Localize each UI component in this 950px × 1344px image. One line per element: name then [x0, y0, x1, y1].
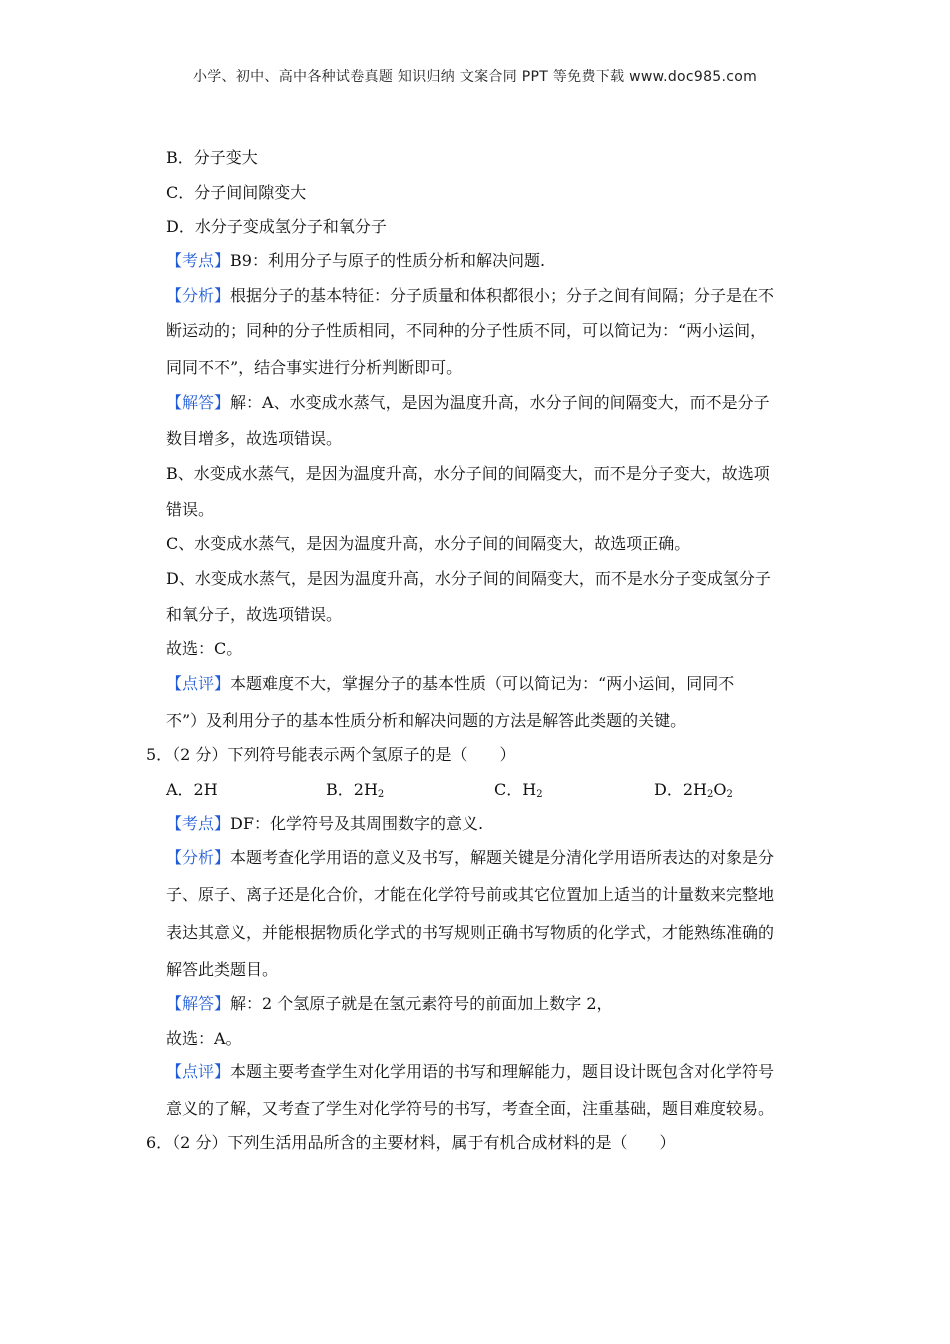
q5-fenxi-line-2: 子、原子、离子还是化合价，才能在化学符号前或其它位置加上适当的计量数来完整地	[166, 885, 775, 904]
jieda-text: 解：A、水变成水蒸气，是因为温度升高，水分子间的间隔变大，而不是分子	[230, 393, 770, 412]
q4-jieda-line-1	[166, 393, 816, 413]
fenxi-tag: 【分析】	[166, 286, 231, 305]
q4-jieda-line-2: 数目增多，故选项错误。	[166, 429, 343, 448]
q5-option-d: D．$2H_2O_2$	[654, 780, 733, 800]
q4-option-d: D．水分子变成氢分子和氧分子	[166, 217, 387, 236]
q4-option-c: C．分子间间隙变大	[166, 183, 307, 202]
q4-jieda-line-3: B、水变成水蒸气，是因为温度升高，水分子间的间隔变大，而不是分子变大，故选项	[166, 464, 770, 483]
q5-fenxi-line-3: 表达其意义，并能根据物质化学式的书写规则正确书写物质的化学式，才能熟练准确的	[166, 923, 775, 942]
kaodian-text: B9：利用分子与原子的性质分析和解决问题.	[230, 251, 546, 270]
q5-jieda-line-1	[166, 994, 816, 1014]
q5-fenxi-line-1	[166, 848, 816, 868]
q4-jieda-line-4: 错误。	[166, 500, 215, 519]
q4-dianping-line-2: 不”）及利用分子的基本性质分析和解决问题的方法是解答此类题的关键。	[166, 711, 687, 730]
q4-jieda-line-8: 故选：C。	[166, 639, 243, 658]
q5-dianping-line-1	[166, 1062, 816, 1082]
q5-option-b: B．$2H_2$	[326, 780, 385, 800]
q4-jieda-line-7: 和氧分子，故选项错误。	[166, 605, 343, 624]
q5-option-c: C．$H_2$	[494, 780, 543, 800]
kaodian-tag: 【考点】	[166, 814, 231, 833]
q6-stem: 6．（2 分）下列生活用品所含的主要材料，属于有机合成材料的是（ ）	[146, 1133, 676, 1152]
q5-option-a: A．2H	[166, 780, 218, 799]
q4-option-b: B．分子变大	[166, 148, 258, 167]
q5-stem: 5．（2 分）下列符号能表示两个氢原子的是（ ）	[146, 745, 516, 764]
dianping-text: 本题难度不大，掌握分子的基本性质（可以简记为：“两小运间，同同不	[230, 674, 735, 693]
q4-jieda-line-5: C、水变成水蒸气，是因为温度升高，水分子间的间隔变大，故选项正确。	[166, 534, 691, 553]
kaodian-text: DF：化学符号及其周围数字的意义.	[230, 814, 484, 833]
q4-fenxi-line-2: 断运动的；同种的分子性质相同，不同种的分子性质不同，可以简记为：“两小运间，	[166, 321, 767, 340]
q5-fenxi-line-4: 解答此类题目。	[166, 960, 279, 979]
q4-kaodian	[166, 251, 816, 271]
fenxi-text: 根据分子的基本特征：分子质量和体积都很小；分子之间有间隔；分子是在不	[230, 286, 775, 305]
q5-kaodian	[166, 814, 816, 834]
q4-fenxi-line-3: 同同不不”，结合事实进行分析判断即可。	[166, 358, 463, 377]
page-header: 小学、初中、高中各种试卷真题 知识归纳 文案合同 PPT 等免费下载 www.doc985.com	[192, 69, 758, 85]
q5-dianping-line-2: 意义的了解，又考查了学生对化学符号的书写，考查全面，注重基础，题目难度较易。	[166, 1099, 775, 1118]
kaodian-tag: 【考点】	[166, 251, 231, 270]
q5-jieda-line-2: 故选：A。	[166, 1029, 242, 1048]
jieda-text: 解：2 个氢原子就是在氢元素符号的前面加上数字 2，	[230, 994, 613, 1013]
q4-jieda-line-6: D、水变成水蒸气，是因为温度升高，水分子间的间隔变大，而不是水分子变成氢分子	[166, 569, 771, 588]
q4-fenxi-line-1	[166, 286, 816, 306]
dianping-text: 本题主要考查学生对化学用语的书写和理解能力，题目设计既包含对化学符号	[230, 1062, 775, 1081]
fenxi-tag: 【分析】	[166, 848, 231, 867]
q4-dianping-line-1	[166, 674, 816, 694]
dianping-tag: 【点评】	[166, 1062, 231, 1081]
jieda-tag: 【解答】	[166, 994, 231, 1013]
fenxi-text: 本题考查化学用语的意义及书写，解题关键是分清化学用语所表达的对象是分	[230, 848, 775, 867]
jieda-tag: 【解答】	[166, 393, 231, 412]
dianping-tag: 【点评】	[166, 674, 231, 693]
